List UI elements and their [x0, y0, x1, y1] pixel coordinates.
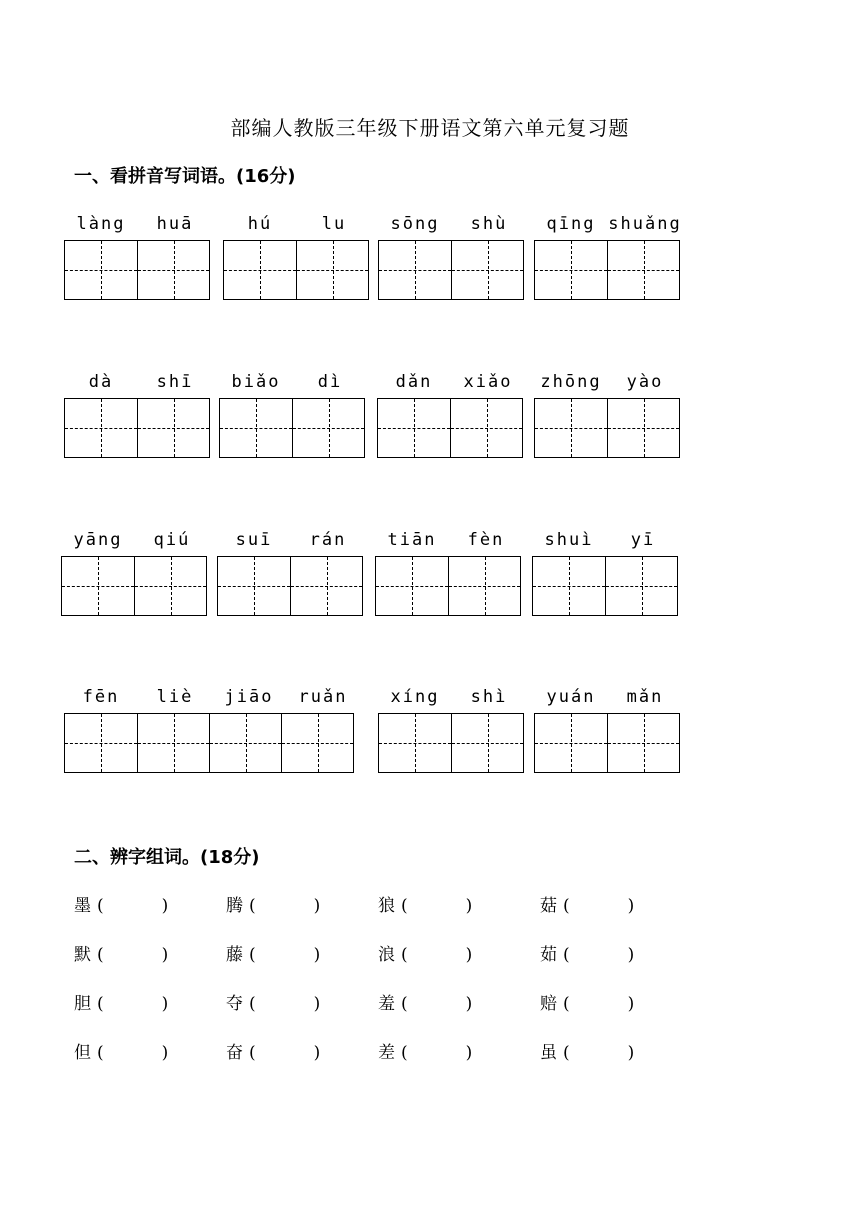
writing-grid — [223, 240, 369, 300]
close-paren: ) — [465, 1043, 473, 1063]
close-paren: ) — [161, 1043, 169, 1063]
pinyin-syllable: qīng — [546, 214, 596, 234]
character: 默 — [74, 945, 91, 965]
tian-zi-cell[interactable] — [224, 241, 296, 299]
pinyin-syllable: shī — [156, 372, 194, 392]
tian-zi-cell[interactable] — [290, 557, 362, 615]
tian-zi-cell[interactable] — [450, 399, 522, 457]
tian-zi-cell[interactable] — [209, 714, 281, 772]
character: 差 — [378, 1043, 395, 1063]
open-paren: ( — [401, 994, 408, 1014]
writing-grid — [532, 556, 678, 616]
tian-zi-cell[interactable] — [218, 557, 290, 615]
open-paren: ( — [401, 945, 408, 965]
pinyin-syllable: shù — [470, 214, 508, 234]
tian-zi-cell[interactable] — [378, 399, 450, 457]
tian-zi-cell[interactable] — [379, 241, 451, 299]
close-paren: ) — [313, 945, 321, 965]
character: 浪 — [378, 945, 395, 965]
tian-zi-cell[interactable] — [292, 399, 364, 457]
char-item — [226, 891, 320, 916]
character: 藤 — [226, 945, 243, 965]
tian-zi-cell[interactable] — [535, 399, 607, 457]
char-item — [226, 1038, 320, 1063]
pinyin-syllable: tiān — [387, 530, 437, 550]
pinyin-syllable: sōng — [390, 214, 440, 234]
open-paren: ( — [97, 945, 104, 965]
tian-zi-cell[interactable] — [137, 241, 209, 299]
section2-heading: 二、辨字组词。(18分) — [74, 847, 260, 868]
writing-grid — [377, 398, 523, 458]
section1-heading: 一、看拼音写词语。(16分) — [74, 166, 296, 187]
pinyin-syllable: làng — [76, 214, 126, 234]
open-paren: ( — [401, 1043, 408, 1063]
writing-grid — [61, 556, 207, 616]
pinyin-syllable: qiú — [153, 530, 191, 550]
open-paren: ( — [563, 945, 570, 965]
writing-grid — [534, 240, 680, 300]
char-item — [226, 989, 320, 1014]
writing-grid — [378, 240, 524, 300]
character: 奋 — [226, 1043, 243, 1063]
writing-grid — [64, 398, 210, 458]
tian-zi-cell[interactable] — [281, 714, 353, 772]
char-item — [378, 1038, 472, 1063]
tian-zi-cell[interactable] — [607, 399, 679, 457]
char-item — [540, 891, 634, 916]
pinyin-syllable: biǎo — [231, 372, 281, 392]
open-paren: ( — [563, 994, 570, 1014]
open-paren: ( — [563, 1043, 570, 1063]
tian-zi-cell[interactable] — [220, 399, 292, 457]
tian-zi-cell[interactable] — [451, 241, 523, 299]
character: 赔 — [540, 994, 557, 1014]
open-paren: ( — [97, 896, 104, 916]
writing-grid — [64, 240, 210, 300]
pinyin-syllable: jiāo — [224, 687, 274, 707]
close-paren: ) — [465, 994, 473, 1014]
pinyin-syllable: lu — [321, 214, 347, 234]
tian-zi-cell[interactable] — [379, 714, 451, 772]
tian-zi-cell[interactable] — [535, 241, 607, 299]
tian-zi-cell[interactable] — [376, 557, 448, 615]
pinyin-syllable: xiǎo — [463, 372, 513, 392]
open-paren: ( — [249, 994, 256, 1014]
pinyin-syllable: shuì — [544, 530, 594, 550]
tian-zi-cell[interactable] — [535, 714, 607, 772]
char-item — [74, 940, 168, 965]
char-item — [74, 1038, 168, 1063]
writing-grid — [378, 713, 524, 773]
close-paren: ) — [465, 945, 473, 965]
open-paren: ( — [249, 896, 256, 916]
tian-zi-cell[interactable] — [62, 557, 134, 615]
open-paren: ( — [401, 896, 408, 916]
char-item — [226, 940, 320, 965]
tian-zi-cell[interactable] — [65, 399, 137, 457]
close-paren: ) — [161, 945, 169, 965]
tian-zi-cell[interactable] — [137, 399, 209, 457]
tian-zi-cell[interactable] — [65, 714, 137, 772]
pinyin-syllable: xíng — [390, 687, 440, 707]
char-item — [74, 989, 168, 1014]
character: 但 — [74, 1043, 91, 1063]
character: 羞 — [378, 994, 395, 1014]
pinyin-syllable: fèn — [467, 530, 505, 550]
open-paren: ( — [249, 945, 256, 965]
close-paren: ) — [627, 1043, 635, 1063]
character: 菇 — [540, 896, 557, 916]
writing-grid — [534, 713, 680, 773]
pinyin-syllable: liè — [156, 687, 194, 707]
tian-zi-cell[interactable] — [65, 241, 137, 299]
character: 狼 — [378, 896, 395, 916]
close-paren: ) — [313, 896, 321, 916]
tian-zi-cell[interactable] — [134, 557, 206, 615]
character: 墨 — [74, 896, 91, 916]
open-paren: ( — [97, 994, 104, 1014]
pinyin-syllable: rán — [309, 530, 347, 550]
writing-grid — [64, 713, 354, 773]
tian-zi-cell[interactable] — [137, 714, 209, 772]
close-paren: ) — [161, 896, 169, 916]
tian-zi-cell[interactable] — [607, 241, 679, 299]
open-paren: ( — [249, 1043, 256, 1063]
pinyin-syllable: suī — [235, 530, 273, 550]
close-paren: ) — [465, 896, 473, 916]
char-item — [540, 989, 634, 1014]
close-paren: ) — [627, 945, 635, 965]
close-paren: ) — [313, 1043, 321, 1063]
writing-grid — [375, 556, 521, 616]
char-item — [378, 940, 472, 965]
pinyin-syllable: yī — [630, 530, 656, 550]
pinyin-syllable: zhōng — [540, 372, 602, 392]
pinyin-syllable: shì — [470, 687, 508, 707]
pinyin-syllable: dì — [317, 372, 343, 392]
page-title: 部编人教版三年级下册语文第六单元复习题 — [230, 116, 630, 140]
character: 茹 — [540, 945, 557, 965]
open-paren: ( — [97, 1043, 104, 1063]
close-paren: ) — [627, 896, 635, 916]
tian-zi-cell[interactable] — [605, 557, 677, 615]
tian-zi-cell[interactable] — [451, 714, 523, 772]
character: 腾 — [226, 896, 243, 916]
close-paren: ) — [313, 994, 321, 1014]
tian-zi-cell[interactable] — [296, 241, 368, 299]
close-paren: ) — [627, 994, 635, 1014]
open-paren: ( — [563, 896, 570, 916]
char-item — [540, 940, 634, 965]
writing-grid — [534, 398, 680, 458]
pinyin-syllable: dǎn — [395, 372, 433, 392]
character: 虽 — [540, 1043, 557, 1063]
char-item — [378, 891, 472, 916]
char-item — [378, 989, 472, 1014]
pinyin-syllable: dà — [88, 372, 114, 392]
pinyin-syllable: hú — [247, 214, 273, 234]
pinyin-syllable: yuán — [546, 687, 596, 707]
writing-grid — [217, 556, 363, 616]
pinyin-syllable: mǎn — [626, 687, 664, 707]
pinyin-syllable: fēn — [82, 687, 120, 707]
pinyin-syllable: ruǎn — [298, 687, 348, 707]
tian-zi-cell[interactable] — [607, 714, 679, 772]
character: 胆 — [74, 994, 91, 1014]
pinyin-syllable: yāng — [73, 530, 123, 550]
pinyin-syllable: yào — [626, 372, 664, 392]
close-paren: ) — [161, 994, 169, 1014]
char-item — [74, 891, 168, 916]
pinyin-syllable: shuǎng — [608, 214, 682, 234]
writing-grid — [219, 398, 365, 458]
char-item — [540, 1038, 634, 1063]
tian-zi-cell[interactable] — [533, 557, 605, 615]
tian-zi-cell[interactable] — [448, 557, 520, 615]
pinyin-syllable: huā — [156, 214, 194, 234]
character: 夺 — [226, 994, 243, 1014]
